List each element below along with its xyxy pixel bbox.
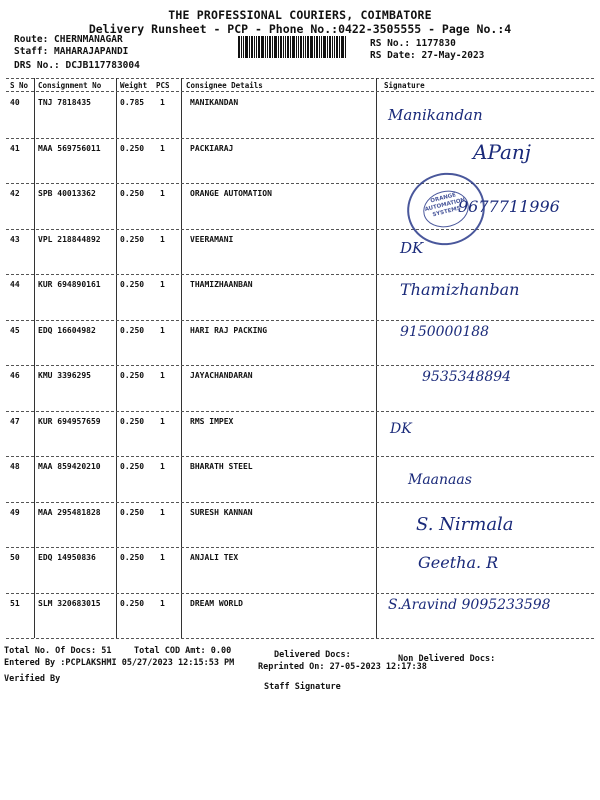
- row-pcs: 1: [160, 598, 165, 608]
- row-consignment-no: EDQ 16604982: [38, 325, 96, 335]
- row-sno: 43: [10, 234, 20, 244]
- delivered-docs: Delivered Docs:: [274, 650, 351, 660]
- row-signature: Maanaas: [408, 472, 472, 488]
- total-docs: Total No. Of Docs: 51: [4, 646, 112, 656]
- row-consignee: BHARATH STEEL: [190, 462, 253, 471]
- entered-by: Entered By :PCPLAKSHMI 05/27/2023 12:15:53 PM: [4, 658, 235, 668]
- column-header-weight: Weight: [120, 81, 148, 90]
- row-divider: [6, 502, 594, 503]
- row-consignee: ORANGE AUTOMATION: [190, 189, 272, 198]
- row-sno: 46: [10, 371, 20, 380]
- row-consignee: RMS IMPEX: [190, 416, 234, 426]
- row-signature: DK: [400, 238, 424, 257]
- row-divider: [6, 411, 594, 412]
- row-consignee: JAYACHANDARAN: [190, 371, 253, 380]
- row-consignee: THAMIZHAANBAN: [190, 280, 253, 289]
- row-divider: [6, 638, 594, 639]
- row-weight: 0.250: [120, 507, 145, 517]
- row-weight: 0.250: [120, 280, 145, 289]
- row-pcs: 1: [160, 371, 165, 380]
- column-header-consignee: Consignee Details: [186, 81, 263, 90]
- row-weight: 0.250: [120, 462, 145, 471]
- row-consignment-no: VPL 218844892: [38, 234, 101, 244]
- row-weight: 0.250: [120, 553, 145, 562]
- row-sno: 45: [10, 325, 20, 335]
- row-divider: [6, 274, 594, 275]
- row-divider: [6, 138, 594, 139]
- row-pcs: 1: [160, 189, 165, 198]
- row-pcs: 1: [160, 507, 165, 517]
- row-consignee: MANIKANDAN: [190, 98, 239, 107]
- staff-label: Staff: MAHARAJAPANDI: [14, 46, 129, 57]
- column-divider: [376, 78, 377, 638]
- row-consignment-no: SLM 320683015: [38, 598, 101, 608]
- row-pcs: 1: [160, 325, 165, 335]
- row-divider: [6, 456, 594, 457]
- header-rule: [6, 91, 594, 92]
- row-sno: 51: [10, 598, 20, 608]
- page-title: THE PROFESSIONAL COURIERS, COIMBATORE: [168, 8, 432, 22]
- row-weight: 0.250: [120, 234, 145, 244]
- row-consignment-no: MAA 295481828: [38, 507, 101, 517]
- row-sno: 48: [10, 462, 20, 471]
- row-weight: 0.250: [120, 371, 145, 380]
- row-signature: S. Nirmala: [416, 513, 514, 535]
- row-consignment-no: KUR 694957659: [38, 416, 101, 426]
- row-divider: [6, 365, 594, 366]
- column-header-signature: Signature: [384, 81, 425, 90]
- row-consignment-no: SPB 40013362: [38, 189, 96, 198]
- runsheet-table: [6, 78, 594, 638]
- row-sno: 44: [10, 280, 20, 289]
- reprinted-on: Reprinted On: 27-05-2023 12:17:38: [258, 662, 427, 672]
- row-sno: 41: [10, 143, 20, 153]
- row-pcs: 1: [160, 143, 165, 153]
- row-consignment-no: KUR 694890161: [38, 280, 101, 289]
- route-label: Route: CHERNMANAGAR: [14, 34, 123, 45]
- row-weight: 0.250: [120, 416, 145, 426]
- row-sno: 40: [10, 98, 20, 107]
- row-divider: [6, 229, 594, 230]
- row-sno: 47: [10, 416, 20, 426]
- row-consignment-no: MAA 569756011: [38, 143, 101, 153]
- runsheet-subtitle: Delivery Runsheet - PCP - Phone No.:0422-3505555 - Page No.:4: [88, 22, 512, 36]
- row-signature: APanj: [473, 139, 532, 164]
- row-pcs: 1: [160, 98, 165, 107]
- row-pcs: 1: [160, 553, 165, 562]
- row-consignee: PACKIARAJ: [190, 143, 234, 153]
- row-sno: 50: [10, 553, 20, 562]
- stamp-text: ORANGE AUTOMATION SYSTEMS: [424, 192, 466, 219]
- column-divider: [181, 78, 182, 638]
- row-pcs: 1: [160, 234, 165, 244]
- row-consignment-no: MAA 859420210: [38, 462, 101, 471]
- row-consignment-no: TNJ 7818435: [38, 98, 91, 107]
- row-sno: 49: [10, 507, 20, 517]
- column-header-pcs: PCS: [156, 81, 170, 90]
- row-pcs: 1: [160, 462, 165, 471]
- row-signature: Geetha. R: [418, 553, 499, 572]
- table-top-rule: [6, 78, 594, 79]
- row-divider: [6, 547, 594, 548]
- row-signature: DK: [390, 420, 412, 437]
- row-consignee: ANJALI TEX: [190, 553, 239, 562]
- row-sno: 42: [10, 189, 20, 198]
- row-signature: 9150000188: [400, 323, 490, 340]
- column-divider: [116, 78, 117, 638]
- barcode: [238, 36, 360, 58]
- row-pcs: 1: [160, 416, 165, 426]
- row-weight: 0.250: [120, 189, 145, 198]
- row-consignee: VEERAMANI: [190, 234, 234, 244]
- row-weight: 0.785: [120, 98, 145, 107]
- column-divider: [34, 78, 35, 638]
- rs-date: RS Date: 27-May-2023: [370, 50, 485, 61]
- column-header-sno: S No: [10, 81, 29, 90]
- row-consignment-no: KMU 3396295: [38, 371, 91, 380]
- non-delivered-docs: Non Delivered Docs:: [398, 654, 496, 664]
- row-consignee: SURESH KANNAN: [190, 507, 253, 517]
- row-signature: Thamizhanban: [400, 280, 520, 299]
- row-weight: 0.250: [120, 598, 145, 608]
- row-divider: [6, 320, 594, 321]
- row-divider: [6, 593, 594, 594]
- verified-by: Verified By: [4, 674, 61, 684]
- row-divider: [6, 183, 594, 184]
- row-signature: 9535348894: [422, 369, 512, 385]
- column-header-consignment: Consignment No: [38, 81, 102, 90]
- row-signature: Manikandan: [388, 106, 483, 124]
- rs-number: RS No.: 1177830: [370, 38, 456, 49]
- row-consignee: HARI RAJ PACKING: [190, 325, 268, 335]
- row-consignee: DREAM WORLD: [190, 598, 243, 608]
- drs-number: DRS No.: DCJB117783004: [14, 60, 140, 71]
- row-consignment-no: EDQ 14950836: [38, 553, 96, 562]
- total-cod-amount: Total COD Amt: 0.00: [134, 646, 232, 656]
- row-weight: 0.250: [120, 325, 145, 335]
- row-signature: 9677711996: [458, 197, 560, 216]
- row-signature: S.Aravind 9095233598: [388, 596, 551, 613]
- staff-signature: Staff Signature: [264, 682, 341, 692]
- row-pcs: 1: [160, 280, 165, 289]
- row-weight: 0.250: [120, 143, 145, 153]
